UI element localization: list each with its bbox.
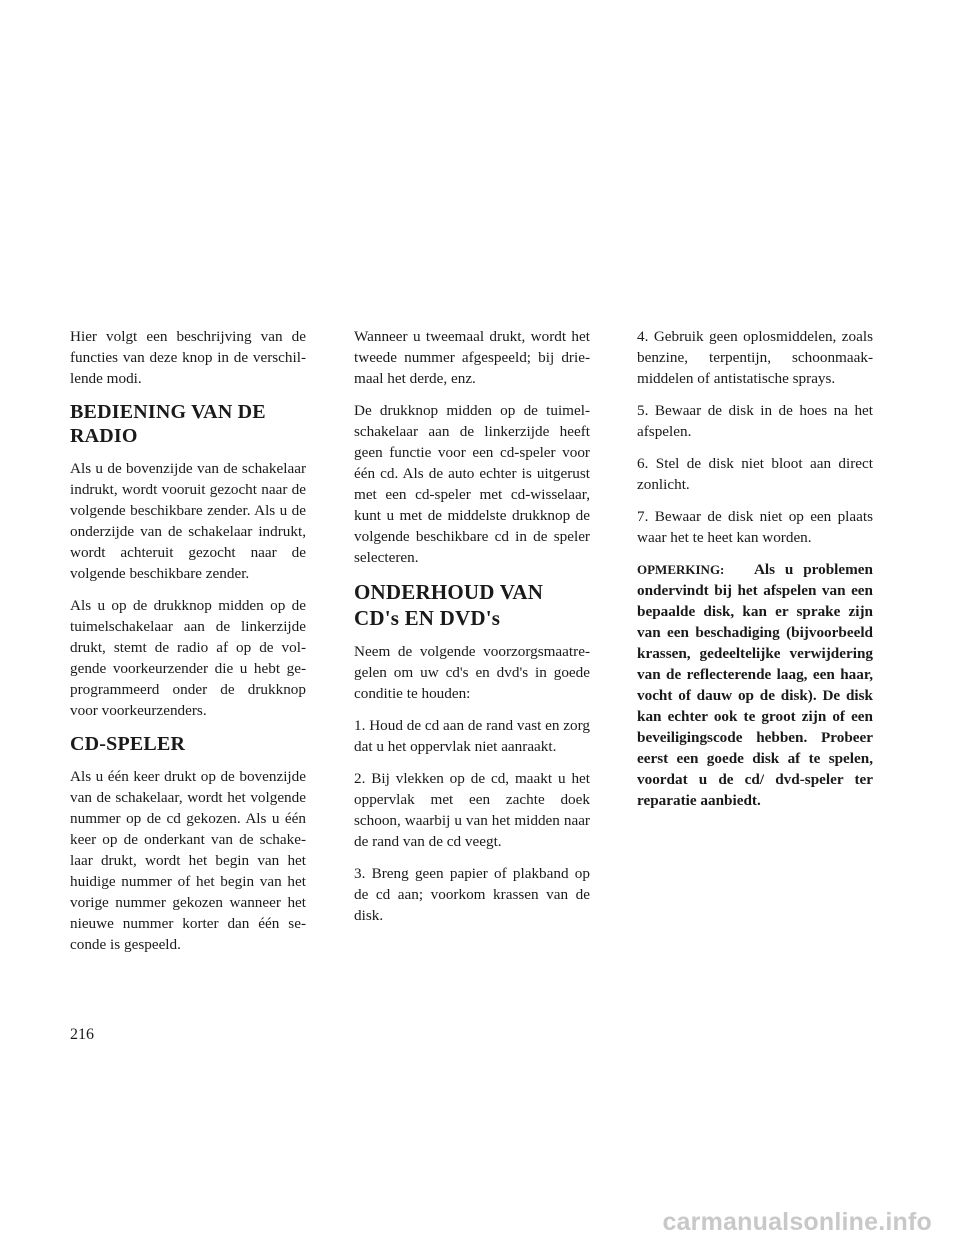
note-text: Als u problemen ondervindt bij het afspelen van een bepaalde disk, kan er sprake zijn van een beschadiging (bijvoorbeeld krassen, gedeeltelijke verwijdering van de reflecterende laag, een haar, vocht of dauw op de disk). De disk kan echter ook te groot zijn of een beveiligingscode hebben. Probeer eerst een goede disk af te spelen, voordat u de cd/ dvd-speler ter reparatie aanbiedt.	[637, 561, 873, 809]
column-middle	[354, 326, 590, 937]
cd-paragraph-3: De drukknop midden op de tuimelschakelaar aan de linkerzijde heeft geen functie voor een cd-speler voor één cd. Als de auto echter is uitgerust met een cd-speler met cd-wisselaar, kunt u met de middelste drukknop de volgende beschikbare cd in de speler selecteren.	[354, 402, 590, 566]
radio-paragraph-2: Als u op de drukknop midden op de tuimelschakelaar aan de linkerzijde drukt, stemt de radio af op de volgende voorkeurzender die u hebt geprogrammeerd onder de drukknop voor voorkeurzenders.	[70, 597, 306, 719]
care-item-3: 3. Breng geen papier of plakband op de cd aan; voorkom krassen van de disk.	[354, 865, 590, 924]
cd-paragraph-1: Als u één keer drukt op de bovenzijde van de schakelaar, wordt het volgende nummer op de cd gekozen. Als u één keer op de onderkant van de schakelaar drukt, wordt het begin van het huidige nummer of het begin van het vorige nummer gekozen wanneer het nieuwe nummer korter dan één seconde is gespeeld.	[70, 768, 306, 953]
radio-paragraph-1: Als u de bovenzijde van de schakelaar indrukt, wordt vooruit gezocht naar de volgende beschikbare zender. Als u de onderzijde van de schakelaar indrukt, wordt achteruit gezocht naar de volgende beschikbare zender.	[70, 460, 306, 582]
note-paragraph	[637, 559, 873, 811]
care-item-1: 1. Houd de cd aan de rand vast en zorg dat u het oppervlak niet aanraakt.	[354, 717, 590, 755]
cd-paragraph-2: Wanneer u tweemaal drukt, wordt het tweede nummer afgespeeld; bij driemaal het derde, enz.	[354, 328, 590, 387]
column-left	[70, 326, 306, 966]
radio-heading: BEDIENING VAN DE RADIO	[70, 401, 266, 447]
intro-paragraph: Hier volgt een beschrijving van de functies van deze knop in de verschillende modi.	[70, 328, 306, 387]
care-item-2: 2. Bij vlekken op de cd, maakt u het oppervlak met een zachte doek schoon, waarbij u van het midden naar de rand van de cd veegt.	[354, 770, 590, 850]
care-item-4: 4. Gebruik geen oplosmiddelen, zoals benzine, terpentijn, schoonmaakmiddelen of antistatische sprays.	[637, 328, 873, 387]
column-right	[637, 326, 873, 822]
care-item-6: 6. Stel de disk niet bloot aan direct zonlicht.	[637, 455, 873, 493]
watermark: carmanualsonline.info	[662, 1208, 932, 1236]
cd-player-heading: CD-SPELER	[70, 733, 186, 755]
note-label: OPMERKING:	[637, 562, 725, 577]
care-item-5: 5. Bewaar de disk in de hoes na het afspelen.	[637, 402, 873, 440]
care-heading: ONDERHOUD VAN CD's EN DVD's	[354, 580, 544, 630]
care-item-7: 7. Bewaar de disk niet op een plaats waar het te heet kan worden.	[637, 508, 873, 546]
care-intro: Neem de volgende voorzorgsmaatregelen om uw cd's en dvd's in goede conditie te houden:	[354, 643, 590, 702]
page-number: 216	[70, 1026, 94, 1043]
